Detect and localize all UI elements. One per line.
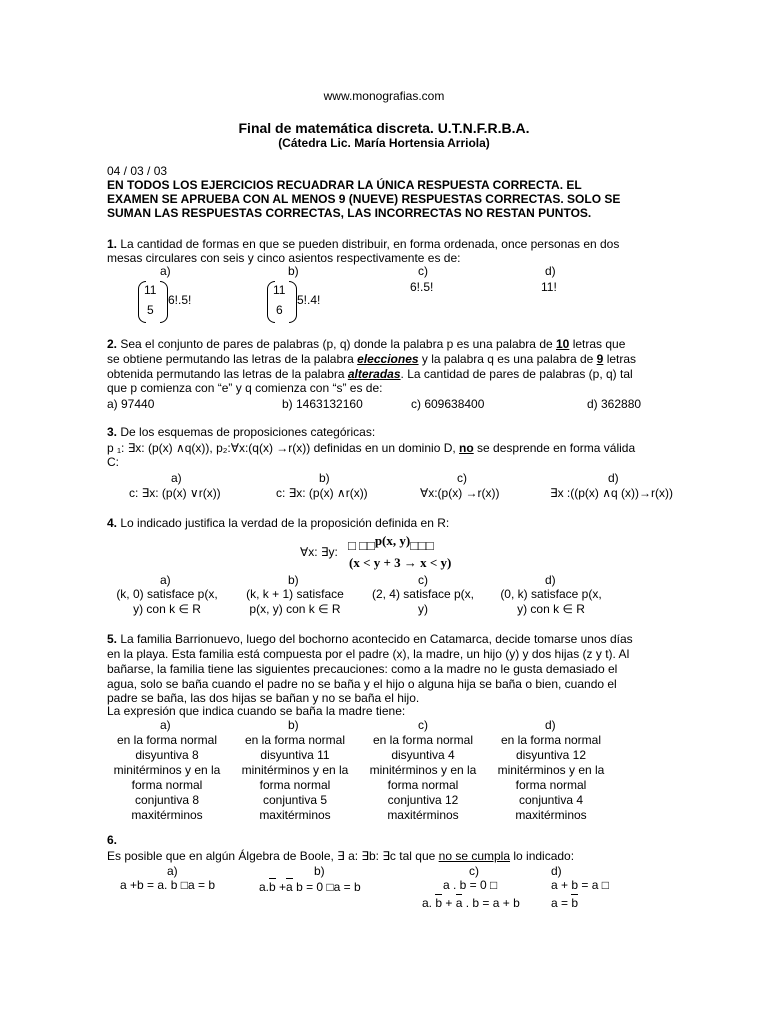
q1-option-a-binomial: 11 5 xyxy=(138,281,170,323)
q2-option-a: a) 97440 xyxy=(107,397,155,411)
q1-label-d: d) xyxy=(545,264,556,278)
q6-option-d-line-2: a = b xyxy=(551,896,579,910)
q1-option-c: 6!.5! xyxy=(410,280,434,294)
q4-option-c: (2, 4) satisface p(x, y) xyxy=(371,587,475,616)
instructions-line-3: SUMAN LAS RESPUESTAS CORRECTAS, LAS INCORRECTAS NO RESTAN PUNTOS. xyxy=(107,206,592,220)
q6-line-1: Es posible que en algún Álgebra de Boole, ∃ a: ∃b: ∃c tal que no se cumpla lo indicado: xyxy=(107,849,575,863)
q5-line-4: agua, solo se baña cuando el padre no se baña y el hijo o alguna hija se baña o bien, cuando el xyxy=(107,677,617,691)
q3-line-2: p ₁: ∃x: (p(x) ∧q(x)), p₂:∀x:(q(x) →r(x)) definidas en un dominio D, no se desprende en forma válida xyxy=(107,441,636,455)
q1-number: 1. xyxy=(107,237,118,251)
q5-label-c: c) xyxy=(418,718,428,732)
q3-option-b: c: ∃x: (p(x) ∧r(x)) xyxy=(276,486,368,500)
q1-line-2: mesas circulares con seis y cinco asientos respectivamente es de: xyxy=(107,251,461,265)
q4-label-a: a) xyxy=(160,573,171,587)
q4-formula-top: □ □□p(x, y)□□□ xyxy=(348,533,434,553)
right-paren xyxy=(289,281,297,323)
q5-line-6: La expresión que indica cuando se baña la madre tiene: xyxy=(107,704,406,718)
q3-line-3: C: xyxy=(107,455,119,469)
q4-label-c: c) xyxy=(418,573,428,587)
page-title: Final de matemática discreta. U.T.N.F.R.B.A. xyxy=(238,120,530,136)
page-subtitle: (Cátedra Lic. María Hortensia Arriola) xyxy=(278,136,490,150)
website-url: www.monografias.com xyxy=(323,89,445,103)
q5-label-b: b) xyxy=(288,718,299,732)
q1-label-b: b) xyxy=(288,264,299,278)
q5-option-a: en la forma normal disyuntiva 8 minitérminos y en la forma normal conjuntiva 8 maxitérminos xyxy=(113,733,221,822)
q5-line-3: bañarse, la familia tiene las siguientes precauciones: como a la madre no le gusta demasiado el xyxy=(107,662,618,676)
q5-option-b: en la forma normal disyuntiva 11 minitérminos y en la forma normal conjuntiva 5 maxitérminos xyxy=(241,733,349,822)
q1-option-d: 11! xyxy=(541,280,557,294)
q1-option-b-rest: 5!.4! xyxy=(297,293,321,307)
q1-option-b-binomial: 11 6 xyxy=(267,281,299,323)
right-paren xyxy=(160,281,168,323)
q3-label-c: c) xyxy=(457,471,467,485)
q5-label-a: a) xyxy=(160,718,171,732)
q4-label-b: b) xyxy=(288,573,299,587)
q3-label-a: a) xyxy=(171,471,182,485)
q5-line-2: en la playa. Esta familia está compuesta por el padre (x), la madre, un hijo (y) y dos hijas (z y t). Al xyxy=(107,647,630,661)
q4-line-1: 4. Lo indicado justifica la verdad de la proposición definida en R: xyxy=(107,516,450,530)
q6-option-b: a.b +a b = 0 □a = b xyxy=(259,880,361,894)
q3-label-d: d) xyxy=(608,471,619,485)
q6-label-a: a) xyxy=(167,864,178,878)
q1-label-c: c) xyxy=(418,264,428,278)
q4-number: 4. xyxy=(107,516,118,530)
exam-date: 04 / 03 / 03 xyxy=(107,164,168,178)
q2-option-b: b) 1463132160 xyxy=(282,397,363,411)
q5-line-1: 5. La familia Barrionuevo, luego del bochorno acontecido en Catamarca, decide tomarse unos días xyxy=(107,632,633,646)
q2-number: 2. xyxy=(107,337,118,351)
q6-option-d-line-1: a + b = a □ xyxy=(551,878,609,892)
q1-option-a-rest: 6!.5! xyxy=(168,293,192,307)
q3-number: 3. xyxy=(107,425,118,439)
instructions-line-1: EN TODOS LOS EJERCICIOS RECUADRAR LA ÚNICA RESPUESTA CORRECTA. EL xyxy=(107,178,582,192)
instructions-line-2: EXAMEN SE APRUEBA CON AL MENOS 9 (NUEVE) RESPUESTAS CORRECTAS. SOLO SE xyxy=(107,192,621,206)
q6-label-c: c) xyxy=(469,864,479,878)
q4-label-d: d) xyxy=(545,573,556,587)
q3-label-b: b) xyxy=(319,471,330,485)
q2-line-2: se obtiene permutando las letras de la palabra elecciones y la palabra q es una palabra de 9 letras xyxy=(107,352,637,366)
q5-number: 5. xyxy=(107,632,118,646)
q4-option-a: (k, 0) satisface p(x, y) con k ∈ R xyxy=(116,587,218,616)
q4-option-b: (k, k + 1) satisface p(x, y) con k ∈ R xyxy=(246,587,344,616)
q6-number: 6. xyxy=(107,833,118,847)
q6-option-c-line-2: a. b + a . b = a + b xyxy=(422,896,520,910)
q4-option-d: (0, k) satisface p(x, y) con k ∈ R xyxy=(500,587,602,616)
q6-option-a: a +b = a. b □a = b xyxy=(120,878,215,892)
q1-line-1: 1. La cantidad de formas en que se pueden distribuir, en forma ordenada, once personas en dos xyxy=(107,237,620,251)
q2-line-3: obtenida permutando las letras de la palabra alteradas. La cantidad de pares de palabras (p, q) tal xyxy=(107,367,633,381)
q2-option-d: d) 362880 xyxy=(587,397,642,411)
q6-label-d: d) xyxy=(551,864,562,878)
q5-line-5: padre se baña, las dos hijas se bañan y no se baña el hijo. xyxy=(107,691,420,705)
q3-option-a: c: ∃x: (p(x) ∨r(x)) xyxy=(129,486,221,500)
q6-label-b: b) xyxy=(314,864,325,878)
q5-option-c: en la forma normal disyuntiva 4 minitérminos y en la forma normal conjuntiva 12 maxitérminos xyxy=(369,733,477,822)
q3-line-1: 3. De los esquemas de proposiciones categóricas: xyxy=(107,425,376,439)
q2-line-1: 2. Sea el conjunto de pares de palabras (p, q) donde la palabra p es una palabra de 10 letras que xyxy=(107,337,626,351)
q4-quantifier-prefix: ∀x: ∃y: xyxy=(300,545,338,559)
q3-option-c: ∀x:(p(x) →r(x)) xyxy=(420,486,500,500)
q2-option-c: c) 609638400 xyxy=(411,397,485,411)
q2-line-4: que p comienza con “e” y q comienza con “s” es de: xyxy=(107,381,383,395)
q3-option-d: ∃x :((p(x) ∧q (x))→r(x)) xyxy=(550,486,674,500)
q1-label-a: a) xyxy=(160,264,171,278)
q5-label-d: d) xyxy=(545,718,556,732)
q4-formula-bottom: (x < y + 3 → x < y) xyxy=(349,555,452,570)
q6-option-c-line-1: a . b = 0 □ xyxy=(443,878,498,892)
q5-option-d: en la forma normal disyuntiva 12 minitérminos y en la forma normal conjuntiva 4 maxitérminos xyxy=(497,733,605,822)
